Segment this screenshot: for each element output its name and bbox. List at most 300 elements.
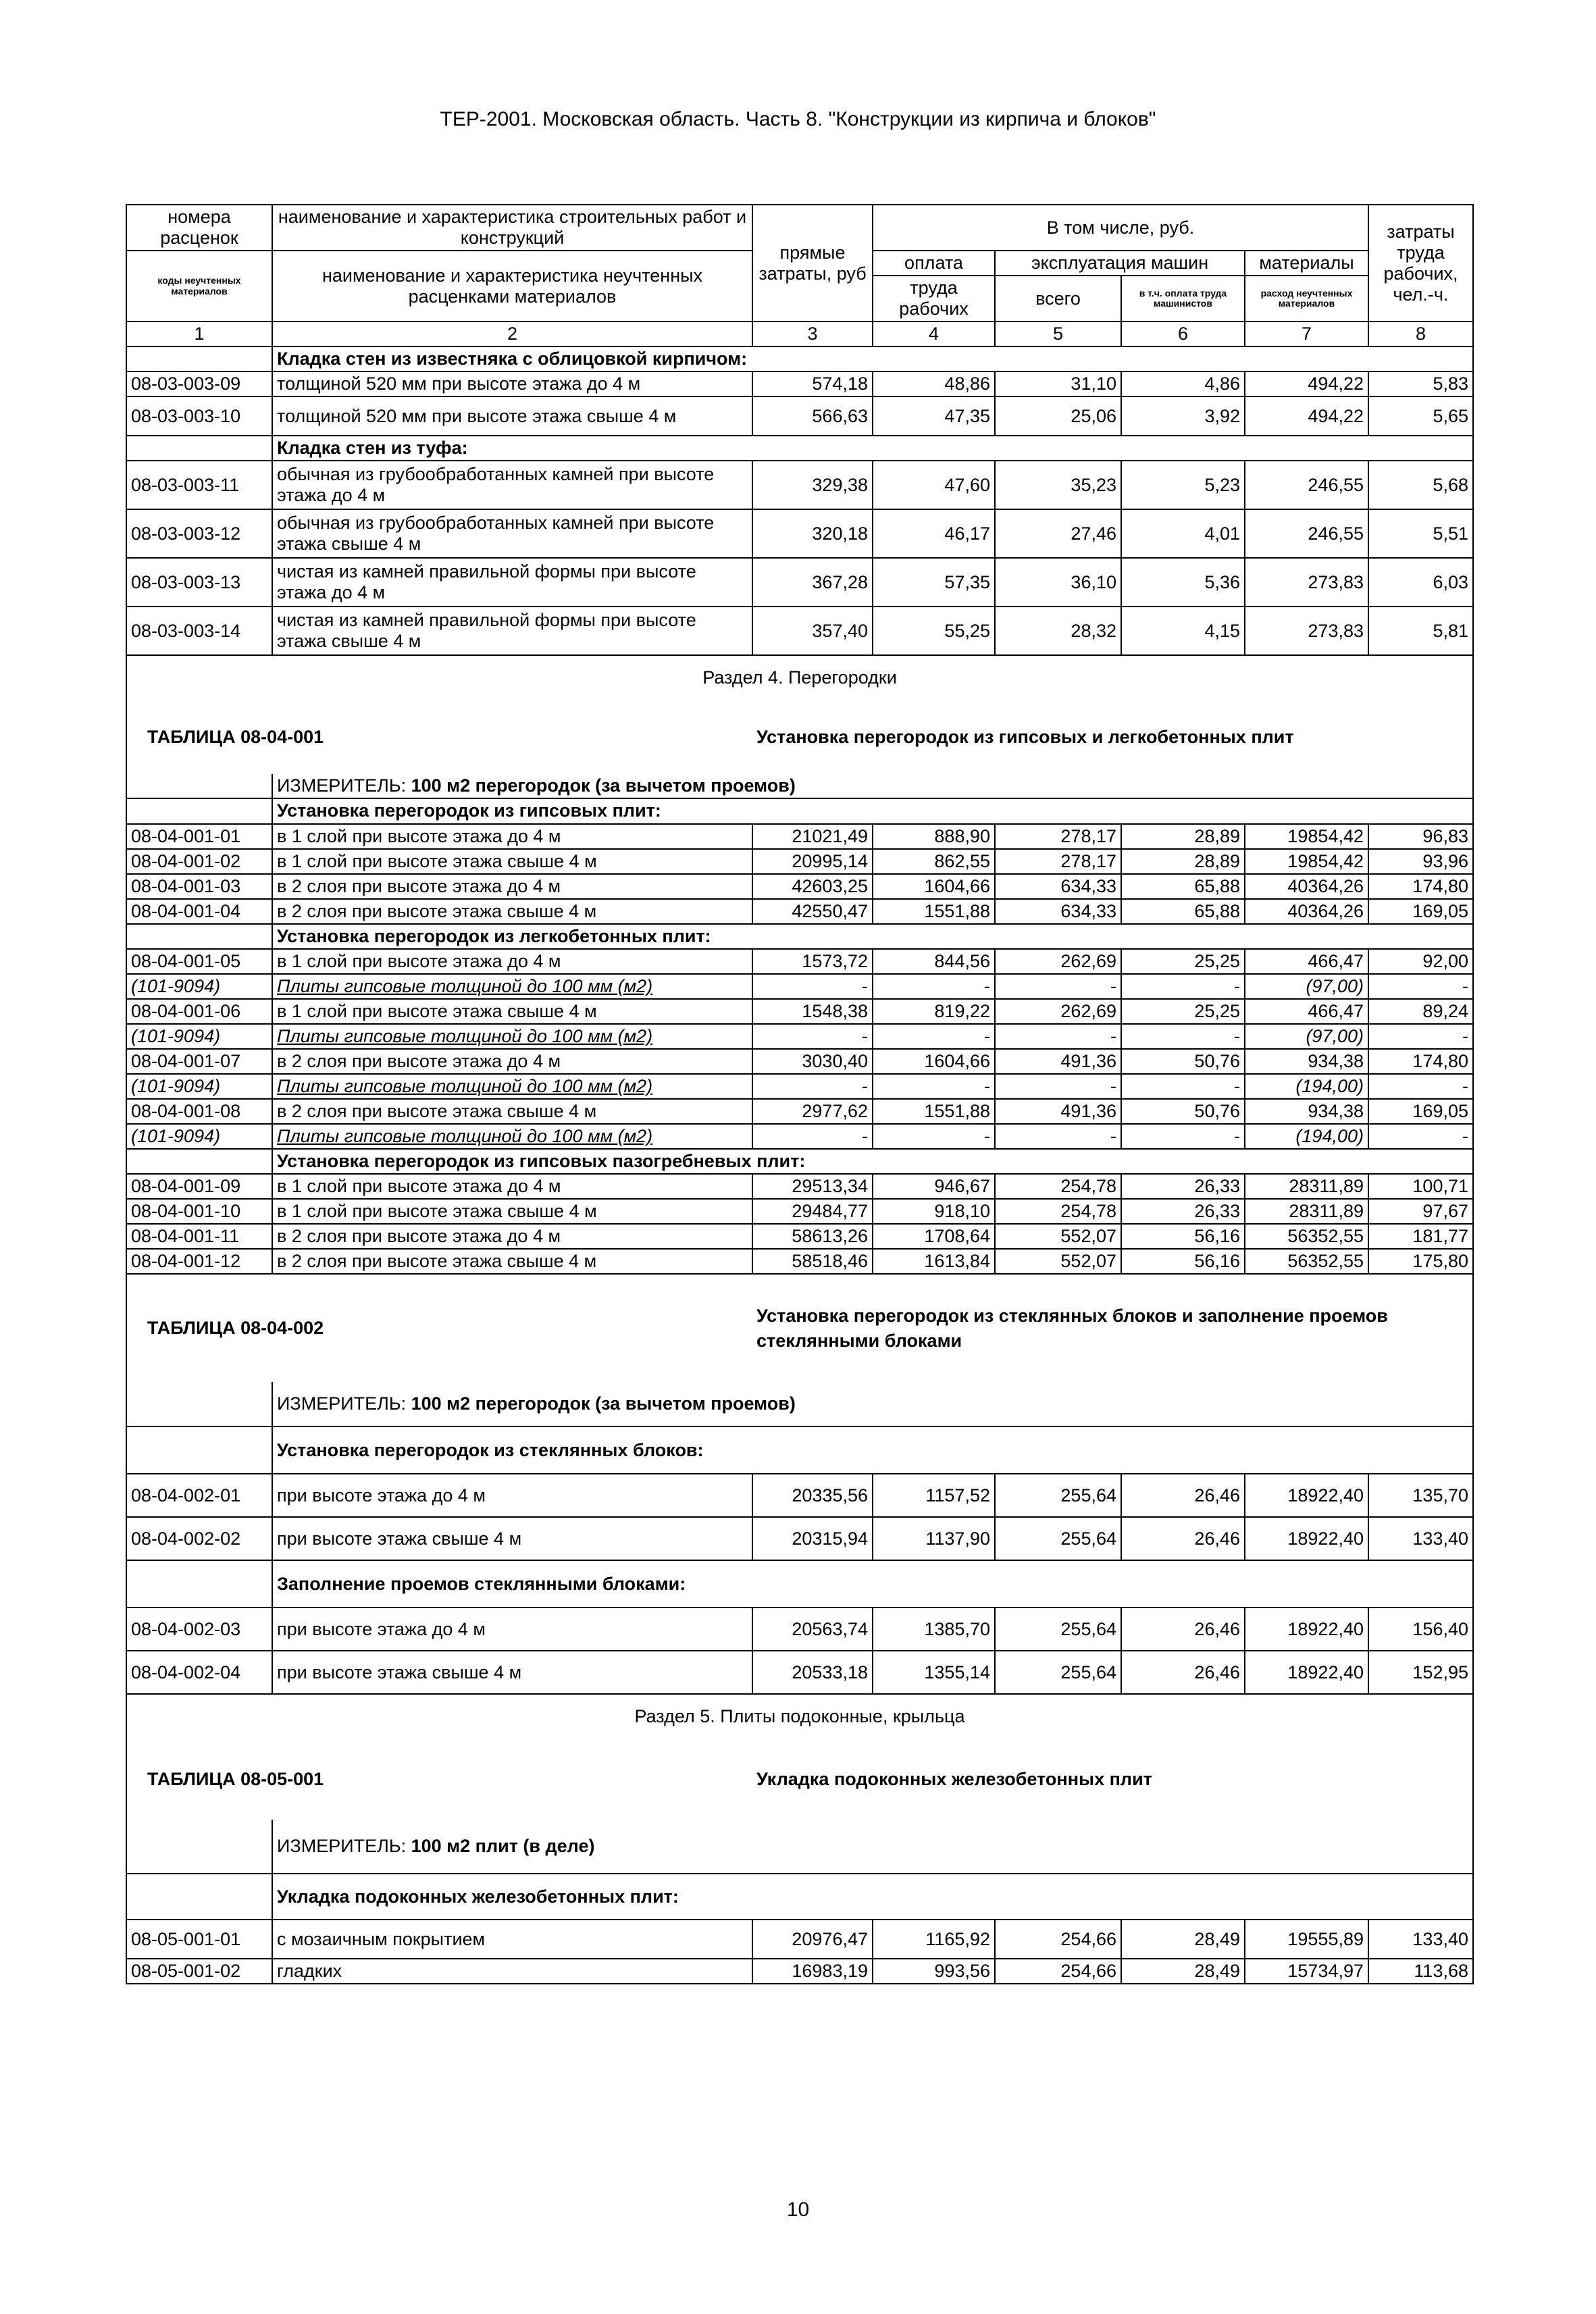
rate-code: 08-04-001-04: [126, 899, 272, 924]
spacer-cell: [126, 1560, 272, 1608]
rate-value: 113,68: [1368, 1959, 1473, 1984]
rate-value: 466,47: [1245, 999, 1368, 1024]
section-title-row: [126, 1694, 1473, 1739]
table-description: Установка перегородок из стеклянных блоков и заполнение проемов стеклянными блоками: [752, 1274, 1473, 1382]
rate-value: 156,40: [1368, 1608, 1473, 1651]
col-mach-total: всего: [995, 276, 1121, 322]
rate-value: 175,80: [1368, 1249, 1473, 1274]
material-row: [126, 1074, 1473, 1099]
material-code: (101-9094): [126, 1074, 272, 1099]
group-title-row: [126, 1426, 1473, 1474]
rate-value: 28,89: [1121, 849, 1245, 874]
group-title: Установка перегородок из легкобетонных плит:: [272, 924, 1473, 949]
rate-name: в 2 слоя при высоте этажа свыше 4 м: [272, 1099, 752, 1124]
spacer-cell: [126, 798, 272, 823]
material-value: (194,00): [1245, 1124, 1368, 1149]
table-row: [126, 824, 1473, 849]
table-description: Установка перегородок из гипсовых и легкобетонных плит: [752, 700, 1473, 774]
material-value: -: [995, 974, 1121, 999]
col-number: 3: [752, 322, 873, 346]
measure: [272, 1382, 1473, 1426]
material-value: -: [873, 1124, 995, 1149]
rate-value: 152,95: [1368, 1651, 1473, 1694]
rate-value: 47,35: [873, 396, 995, 436]
rate-value: 92,00: [1368, 949, 1473, 974]
rate-value: 26,46: [1121, 1517, 1245, 1560]
rate-value: 96,83: [1368, 824, 1473, 849]
rate-code: 08-04-001-11: [126, 1224, 272, 1249]
table-row: [126, 371, 1473, 396]
rate-value: 89,24: [1368, 999, 1473, 1024]
material-value: -: [873, 1024, 995, 1049]
material-code: (101-9094): [126, 1024, 272, 1049]
rate-value: 255,64: [995, 1517, 1121, 1560]
rate-value: 20995,14: [752, 849, 873, 874]
rate-value: 254,66: [995, 1959, 1121, 1984]
material-value: -: [752, 1074, 873, 1099]
rate-value: 28311,89: [1245, 1199, 1368, 1224]
rate-value: 65,88: [1121, 874, 1245, 899]
rate-value: 634,33: [995, 874, 1121, 899]
material-value: -: [995, 1124, 1121, 1149]
rate-value: 4,15: [1121, 607, 1245, 655]
material-value: -: [752, 1024, 873, 1049]
measure: [272, 1820, 1473, 1874]
spacer-cell: [126, 436, 272, 461]
rate-value: 26,46: [1121, 1608, 1245, 1651]
material-value: -: [995, 1074, 1121, 1099]
rate-value: 18922,40: [1245, 1651, 1368, 1694]
rate-value: 169,05: [1368, 1099, 1473, 1124]
rate-value: 26,46: [1121, 1474, 1245, 1517]
group-title-row: [126, 1874, 1473, 1920]
rate-value: 1573,72: [752, 949, 873, 974]
page-header: ТЕР-2001. Московская область. Часть 8. "Конструкции из кирпича и блоков": [440, 108, 1156, 130]
measure-row: [126, 1820, 1473, 1874]
col-incl-header: В том числе, руб.: [873, 205, 1368, 251]
rate-value: 19555,89: [1245, 1920, 1368, 1959]
group-title-row: [126, 924, 1473, 949]
rate-code: 08-04-001-05: [126, 949, 272, 974]
table-row: [126, 1049, 1473, 1074]
rate-value: 25,06: [995, 396, 1121, 436]
rate-value: 25,25: [1121, 999, 1245, 1024]
table-row: [126, 1224, 1473, 1249]
rate-name: в 1 слой при высоте этажа свыше 4 м: [272, 999, 752, 1024]
rate-code: 08-04-001-03: [126, 874, 272, 899]
rate-code: 08-03-003-12: [126, 509, 272, 558]
rate-value: 466,47: [1245, 949, 1368, 974]
material-name: Плиты гипсовые толщиной до 100 мм (м2): [272, 974, 752, 999]
rate-value: 5,23: [1121, 461, 1245, 509]
group-title: Установка перегородок из гипсовых пазогребневых плит:: [272, 1149, 1473, 1174]
col-name-header: наименование и характеристика строительных работ и конструкций: [272, 205, 752, 251]
rate-value: 278,17: [995, 849, 1121, 874]
rate-value: 5,65: [1368, 396, 1473, 436]
spacer-cell: [126, 1149, 272, 1174]
rate-name: в 1 слой при высоте этажа до 4 м: [272, 1174, 752, 1199]
rate-code: 08-05-001-02: [126, 1959, 272, 1984]
rate-code: 08-04-001-09: [126, 1174, 272, 1199]
rate-value: 5,83: [1368, 371, 1473, 396]
rate-value: 255,64: [995, 1474, 1121, 1517]
rate-name: в 2 слоя при высоте этажа до 4 м: [272, 1224, 752, 1249]
rate-name: в 2 слоя при высоте этажа свыше 4 м: [272, 1249, 752, 1274]
rate-value: 50,76: [1121, 1099, 1245, 1124]
section-title: Раздел 5. Плиты подоконные, крыльца: [126, 1694, 1473, 1739]
group-title: Кладка стен из туфа:: [272, 436, 1473, 461]
rate-value: 19854,42: [1245, 824, 1368, 849]
rate-code: 08-04-001-01: [126, 824, 272, 849]
col-machines: эксплуатация машин: [995, 251, 1245, 276]
rate-value: 278,17: [995, 824, 1121, 849]
rate-value: 934,38: [1245, 1049, 1368, 1074]
group-title: Укладка подоконных железобетонных плит:: [272, 1874, 1473, 1920]
rate-value: 5,68: [1368, 461, 1473, 509]
material-value: -: [1368, 1024, 1473, 1049]
rate-value: 993,56: [873, 1959, 995, 1984]
rate-name: в 1 слой при высоте этажа свыше 4 м: [272, 849, 752, 874]
group-title: Установка перегородок из стеклянных блоков:: [272, 1426, 1473, 1474]
rate-value: 58613,26: [752, 1224, 873, 1249]
material-row: [126, 974, 1473, 999]
col-labor-header: затраты труда рабочих, чел.-ч.: [1368, 205, 1473, 322]
rate-value: 18922,40: [1245, 1474, 1368, 1517]
rate-value: 169,05: [1368, 899, 1473, 924]
rate-value: 31,10: [995, 371, 1121, 396]
table-row: [126, 999, 1473, 1024]
rate-value: 20335,56: [752, 1474, 873, 1517]
rate-value: 1137,90: [873, 1517, 995, 1560]
table-row: [126, 1249, 1473, 1274]
rate-value: 255,64: [995, 1608, 1121, 1651]
rate-code: 08-03-003-14: [126, 607, 272, 655]
measure-label: ИЗМЕРИТЕЛЬ:: [277, 1393, 407, 1414]
rate-value: 133,40: [1368, 1517, 1473, 1560]
rate-name: в 1 слой при высоте этажа свыше 4 м: [272, 1199, 752, 1224]
material-value: -: [1121, 974, 1245, 999]
rate-value: 65,88: [1121, 899, 1245, 924]
rate-value: 918,10: [873, 1199, 995, 1224]
section-title-row: [126, 655, 1473, 700]
rate-value: 56,16: [1121, 1249, 1245, 1274]
measure-row: [126, 774, 1473, 798]
rate-code: 08-04-002-01: [126, 1474, 272, 1517]
rate-value: 1604,66: [873, 1049, 995, 1074]
spacer-cell: [126, 1382, 272, 1426]
table-name: ТАБЛИЦА 08-04-002: [126, 1274, 752, 1382]
rate-value: 262,69: [995, 999, 1121, 1024]
rate-value: 28,32: [995, 607, 1121, 655]
table-row: [126, 1651, 1473, 1694]
spacer-cell: [126, 346, 272, 371]
material-code: (101-9094): [126, 974, 272, 999]
rate-name: в 2 слоя при высоте этажа до 4 м: [272, 1049, 752, 1074]
rate-value: 40364,26: [1245, 899, 1368, 924]
table-name: ТАБЛИЦА 08-04-001: [126, 700, 752, 774]
table-name: ТАБЛИЦА 08-05-001: [126, 1739, 752, 1820]
rate-value: 3,92: [1121, 396, 1245, 436]
rate-value: 1551,88: [873, 1099, 995, 1124]
rate-value: 133,40: [1368, 1920, 1473, 1959]
rate-code: 08-04-001-07: [126, 1049, 272, 1074]
rate-value: 56,16: [1121, 1224, 1245, 1249]
table-description: Укладка подоконных железобетонных плит: [752, 1739, 1473, 1820]
material-value: -: [1368, 1124, 1473, 1149]
table-heading-row: [126, 1739, 1473, 1820]
rate-value: 56352,55: [1245, 1224, 1368, 1249]
rate-value: 18922,40: [1245, 1608, 1368, 1651]
rate-name: гладких: [272, 1959, 752, 1984]
rate-value: 28311,89: [1245, 1174, 1368, 1199]
rate-value: 93,96: [1368, 849, 1473, 874]
rate-value: 28,49: [1121, 1920, 1245, 1959]
rate-value: 367,28: [752, 558, 873, 607]
material-value: (97,00): [1245, 974, 1368, 999]
rate-name: с мозаичным покрытием: [272, 1920, 752, 1959]
table-row: [126, 1174, 1473, 1199]
rate-name: в 1 слой при высоте этажа до 4 м: [272, 949, 752, 974]
rate-code: 08-04-001-10: [126, 1199, 272, 1224]
rate-value: 273,83: [1245, 558, 1368, 607]
material-value: -: [1121, 1074, 1245, 1099]
rate-name: обычная из грубообработанных камней при высоте этажа до 4 м: [272, 461, 752, 509]
rate-code: 08-03-003-13: [126, 558, 272, 607]
rate-value: 357,40: [752, 607, 873, 655]
table-row: [126, 1920, 1473, 1959]
table-row: [126, 949, 1473, 974]
rate-value: 4,86: [1121, 371, 1245, 396]
measure-label: ИЗМЕРИТЕЛЬ:: [277, 1836, 407, 1857]
material-row: [126, 1124, 1473, 1149]
rates-table: [126, 204, 1474, 1984]
rate-value: 246,55: [1245, 509, 1368, 558]
material-name: Плиты гипсовые толщиной до 100 мм (м2): [272, 1024, 752, 1049]
rate-value: 2977,62: [752, 1099, 873, 1124]
spacer-cell: [126, 924, 272, 949]
rate-value: 97,67: [1368, 1199, 1473, 1224]
rate-value: 5,51: [1368, 509, 1473, 558]
rate-value: 552,07: [995, 1249, 1121, 1274]
material-value: -: [995, 1024, 1121, 1049]
col-number: 6: [1121, 322, 1245, 346]
rate-value: 4,01: [1121, 509, 1245, 558]
rate-value: 36,10: [995, 558, 1121, 607]
section-title: Раздел 4. Перегородки: [126, 655, 1473, 700]
rate-value: 254,78: [995, 1199, 1121, 1224]
rate-code: 08-04-001-02: [126, 849, 272, 874]
rate-value: 329,38: [752, 461, 873, 509]
rate-code: 08-04-002-03: [126, 1608, 272, 1651]
rate-value: 25,25: [1121, 949, 1245, 974]
rate-value: 48,86: [873, 371, 995, 396]
col-materials: материалы: [1245, 251, 1368, 276]
rate-value: 1613,84: [873, 1249, 995, 1274]
rate-value: 26,46: [1121, 1651, 1245, 1694]
rate-value: 255,64: [995, 1651, 1121, 1694]
rate-value: 888,90: [873, 824, 995, 849]
rate-value: 20533,18: [752, 1651, 873, 1694]
col-code-sub: коды неучтенных материалов: [126, 251, 272, 322]
rate-value: 552,07: [995, 1224, 1121, 1249]
rate-value: 5,81: [1368, 607, 1473, 655]
rate-value: 262,69: [995, 949, 1121, 974]
table-row: [126, 1517, 1473, 1560]
rate-value: 19854,42: [1245, 849, 1368, 874]
rate-value: 1604,66: [873, 874, 995, 899]
group-title-row: [126, 1149, 1473, 1174]
rate-name: при высоте этажа свыше 4 м: [272, 1517, 752, 1560]
rate-value: 29484,77: [752, 1199, 873, 1224]
rate-value: 174,80: [1368, 874, 1473, 899]
rate-value: 56352,55: [1245, 1249, 1368, 1274]
measure-label: ИЗМЕРИТЕЛЬ:: [277, 775, 407, 796]
table-row: [126, 1099, 1473, 1124]
rate-value: 50,76: [1121, 1049, 1245, 1074]
rate-value: 42603,25: [752, 874, 873, 899]
rate-value: 1355,14: [873, 1651, 995, 1694]
rate-code: 08-04-002-02: [126, 1517, 272, 1560]
rate-value: 494,22: [1245, 371, 1368, 396]
rate-value: 566,63: [752, 396, 873, 436]
spacer-cell: [126, 1426, 272, 1474]
rate-value: 1551,88: [873, 899, 995, 924]
measure-row: [126, 1382, 1473, 1426]
spacer-cell: [126, 1874, 272, 1920]
rate-value: 174,80: [1368, 1049, 1473, 1074]
rate-value: 862,55: [873, 849, 995, 874]
rate-value: 819,22: [873, 999, 995, 1024]
rate-value: 1708,64: [873, 1224, 995, 1249]
rate-value: 320,18: [752, 509, 873, 558]
table-row: [126, 607, 1473, 655]
group-title: Заполнение проемов стеклянными блоками:: [272, 1560, 1473, 1608]
group-title-row: [126, 1560, 1473, 1608]
rate-value: 634,33: [995, 899, 1121, 924]
spacer-cell: [126, 774, 272, 798]
rate-value: 27,46: [995, 509, 1121, 558]
rate-name: чистая из камней правильной формы при высоте этажа свыше 4 м: [272, 607, 752, 655]
material-name: Плиты гипсовые толщиной до 100 мм (м2): [272, 1074, 752, 1099]
rate-name: при высоте этажа до 4 м: [272, 1608, 752, 1651]
rate-value: 26,33: [1121, 1174, 1245, 1199]
rate-value: 46,17: [873, 509, 995, 558]
rate-value: 20563,74: [752, 1608, 873, 1651]
measure-value: 100 м2 перегородок (за вычетом проемов): [411, 1393, 796, 1414]
rate-value: 35,23: [995, 461, 1121, 509]
col-number: 4: [873, 322, 995, 346]
rate-value: 16983,19: [752, 1959, 873, 1984]
rate-name: в 1 слой при высоте этажа до 4 м: [272, 824, 752, 849]
group-title-row: [126, 346, 1473, 371]
col-number: 1: [126, 322, 272, 346]
rate-name: при высоте этажа до 4 м: [272, 1474, 752, 1517]
material-value: (97,00): [1245, 1024, 1368, 1049]
rate-name: чистая из камней правильной формы при высоте этажа до 4 м: [272, 558, 752, 607]
rate-value: 844,56: [873, 949, 995, 974]
rate-code: 08-04-001-06: [126, 999, 272, 1024]
rate-value: 42550,47: [752, 899, 873, 924]
col-number: 2: [272, 322, 752, 346]
col-code-header: номера расценок: [126, 205, 272, 251]
rate-value: 934,38: [1245, 1099, 1368, 1124]
rate-value: 181,77: [1368, 1224, 1473, 1249]
rate-value: 55,25: [873, 607, 995, 655]
table-row: [126, 849, 1473, 874]
rate-value: 1157,52: [873, 1474, 995, 1517]
rate-value: 15734,97: [1245, 1959, 1368, 1984]
rate-value: 246,55: [1245, 461, 1368, 509]
rate-name: в 2 слоя при высоте этажа до 4 м: [272, 874, 752, 899]
group-title: Кладка стен из известняка с облицовкой кирпичом:: [272, 346, 1473, 371]
table-row: [126, 1199, 1473, 1224]
col-direct-header: прямые затраты, руб: [752, 205, 873, 322]
table-heading-row: [126, 1274, 1473, 1382]
rate-value: 273,83: [1245, 607, 1368, 655]
rate-code: 08-04-001-12: [126, 1249, 272, 1274]
measure-value: 100 м2 перегородок (за вычетом проемов): [411, 775, 796, 796]
rate-value: 1385,70: [873, 1608, 995, 1651]
col-number: 5: [995, 322, 1121, 346]
rate-value: 58518,46: [752, 1249, 873, 1274]
rate-name: толщиной 520 мм при высоте этажа до 4 м: [272, 371, 752, 396]
table-row: [126, 1474, 1473, 1517]
table-row: [126, 509, 1473, 558]
rate-value: 6,03: [1368, 558, 1473, 607]
rate-value: 254,78: [995, 1174, 1121, 1199]
rate-value: 20315,94: [752, 1517, 873, 1560]
rate-value: 946,67: [873, 1174, 995, 1199]
material-name: Плиты гипсовые толщиной до 100 мм (м2): [272, 1124, 752, 1149]
rate-code: 08-03-003-11: [126, 461, 272, 509]
material-value: -: [752, 974, 873, 999]
rate-value: 21021,49: [752, 824, 873, 849]
table-row: [126, 1959, 1473, 1984]
col-mach-wages: в т.ч. оплата труда машинистов: [1121, 276, 1245, 322]
group-title-row: [126, 436, 1473, 461]
material-value: -: [873, 1074, 995, 1099]
rate-name: в 2 слоя при высоте этажа свыше 4 м: [272, 899, 752, 924]
rate-value: 3030,40: [752, 1049, 873, 1074]
table-row: [126, 899, 1473, 924]
rate-value: 57,35: [873, 558, 995, 607]
rate-value: 135,70: [1368, 1474, 1473, 1517]
rate-value: 26,33: [1121, 1199, 1245, 1224]
rate-value: 18922,40: [1245, 1517, 1368, 1560]
rate-value: 100,71: [1368, 1174, 1473, 1199]
rate-value: 494,22: [1245, 396, 1368, 436]
material-row: [126, 1024, 1473, 1049]
table-heading-row: [126, 700, 1473, 774]
rate-code: 08-04-002-04: [126, 1651, 272, 1694]
col-wages-a: оплата: [873, 251, 995, 276]
col-number: 7: [1245, 322, 1368, 346]
page-number: 10: [786, 2199, 810, 2221]
rate-code: 08-04-001-08: [126, 1099, 272, 1124]
rate-name: при высоте этажа свыше 4 м: [272, 1651, 752, 1694]
table-row: [126, 874, 1473, 899]
measure: [272, 774, 1473, 798]
rate-value: 491,36: [995, 1099, 1121, 1124]
rate-name: обычная из грубообработанных камней при высоте этажа свыше 4 м: [272, 509, 752, 558]
rate-value: 28,49: [1121, 1959, 1245, 1984]
table-row: [126, 1608, 1473, 1651]
rate-code: 08-05-001-01: [126, 1920, 272, 1959]
rate-code: 08-03-003-10: [126, 396, 272, 436]
rate-value: 1548,38: [752, 999, 873, 1024]
table-row: [126, 396, 1473, 436]
rate-value: 1165,92: [873, 1920, 995, 1959]
